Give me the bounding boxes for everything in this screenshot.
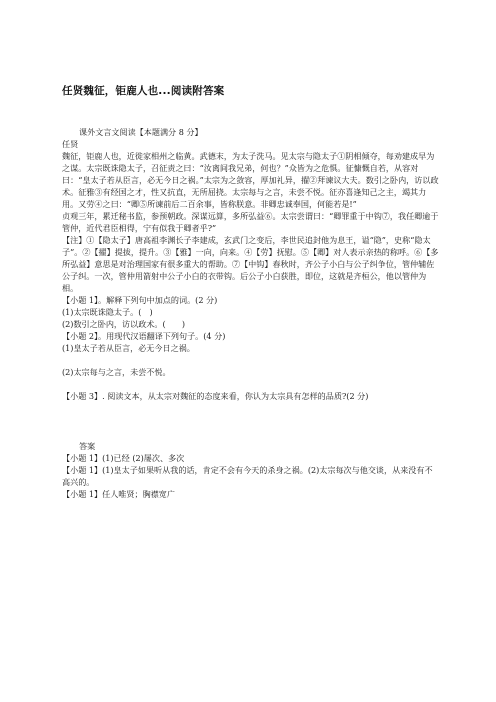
question-2-item-2: (2)太宗每与之言，未尝不悦。 — [62, 367, 171, 377]
question-2-item-1: (1)皇太子若从臣言，必无今日之祸。 — [62, 343, 195, 353]
question-3: 【小题 3】. 阅读文本，从太宗对魏征的态度来看，你认为太宗具有怎样的品质?(2 分) — [62, 391, 369, 401]
question-1-item-1: (1)太宗既诛隐太子。( ) — [62, 307, 153, 317]
document-body — [62, 126, 440, 500]
question-2: 【小题 2】。用现代汉语翻译下列句子。(4 分) — [62, 331, 226, 341]
spacer — [62, 354, 440, 366]
question-1-item-2: (2)数引之卧内，访以政术。( ) — [62, 319, 186, 329]
answer-3: 【小题 1】任人唯贤；胸襟宽广 — [62, 489, 175, 499]
question-1: 【小题 1】。解释下列句中加点的词。(2 分) — [62, 295, 218, 305]
annotations: 【注】①【隐太子】唐高祖李渊长子李建成，玄武门之变后，李世民追封他为息王，谥“隐”，史称“隐太子”。②【擢】提拔，提升。③【雅】一向，向来。④【劳】抚慰。⑤【卿】对人表示亲热的称呼。⑥【多所弘益】意思是对治理国家有很多重大的帮助。⑦【中钩】春秋时，齐公子小白与公子纠争位，管仲辅佐公子纠。一次，管仲用箭射中公子小白的衣带钩。后公子小白获胜，即位，这就是齐桓公，他以管仲为相。 — [62, 235, 439, 293]
passage-text-continued: 贞观三年，累迁秘书监，参预朝政。深谋远算，多所弘益⑥。太宗尝谓曰：“卿罪重于中钩⑦，我任卿逾于管仲，近代君臣相得，宁有似我于卿者乎?” — [62, 211, 439, 233]
answer-2: 【小题 1】(1)皇太子如果听从我的话，肯定不会有今天的杀身之祸。(2)太宗每次与他交谈，从来没有不高兴的。 — [62, 465, 433, 487]
spacer — [62, 402, 440, 440]
spacer — [62, 378, 440, 390]
answer-heading: 答案 — [79, 441, 96, 451]
document-title: 任贤魏征，钜鹿人也...阅读附答案 — [62, 85, 225, 97]
passage-title: 任贤 — [62, 139, 79, 149]
passage-text: 魏征，钜鹿人也，近徙家相州之临黄。武德末，为太子洗马。见太宗与隐太子①阴相倾夺，每劝建成早为之谋。太宗既诛隐太子，召征责之曰：“汝离间我兄弟，何也？”众皆为之危惧。征慷慨自若，从容对曰：“皇太子若从臣言，必无今日之祸。”太宗为之敛容，厚加礼异，擢②拜谏议大夫。数引之卧内，访以政术。征雅③有经国之才，性又抗直，无所屈挠。太宗每与之言，未尝不悦。征亦喜逢知己之主，竭其力用。又劳④之曰：“卿⑤所谏前后二百余事，皆称朕意。非卿忠诚奉国，何能若是!” — [62, 151, 439, 209]
answer-1: 【小题 1】(1)已经 (2)屡次、多次 — [62, 453, 185, 463]
reading-intro: 课外文言文阅读【本题满分 8 分】 — [79, 127, 203, 137]
